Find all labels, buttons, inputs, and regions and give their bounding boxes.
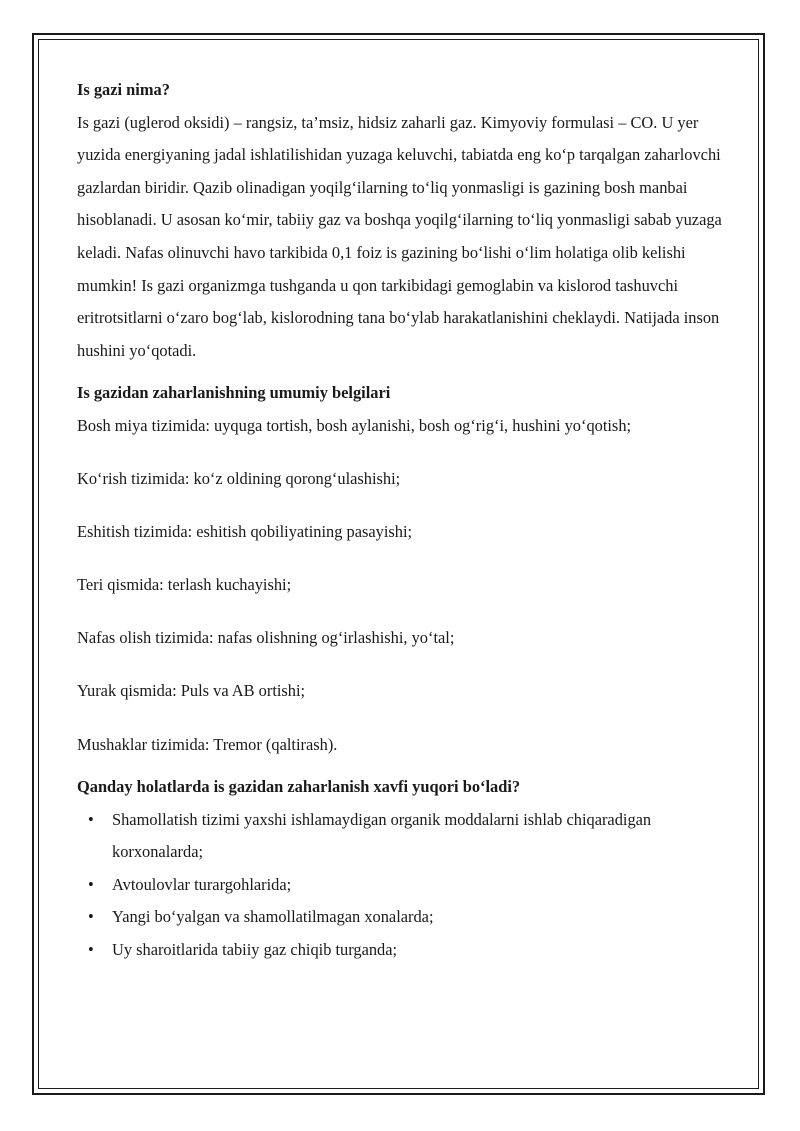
section-heading-symptoms: Is gazidan zaharlanishning umumiy belgilari xyxy=(77,383,391,403)
risk-list-item xyxy=(77,901,727,934)
bullet-icon: • xyxy=(88,809,94,829)
document-body xyxy=(77,74,727,967)
risk-list-item-text: Shamollatish tizimi yaxshi ishlamaydigan organik moddalarni ishlab chiqaradigan korxonalarda; xyxy=(112,809,652,862)
symptom-item: Bosh miya tizimida: uyquga tortish, bosh aylanishi, bosh og‘rig‘i, hushini yo‘qotish; xyxy=(77,415,632,435)
bullet-icon: • xyxy=(88,874,94,894)
section-paragraph-what-is-co: Is gazi (uglerod oksidi) – rangsiz, ta’msiz, hidsiz zaharli gaz. Kimyoviy formulasi – CO. U yer yuzida energiyaning jadal ishlatilishidan yuzaga keluvchi, tabiatda eng ko‘p tarqalgan zaharlovchi gazlardan biridir. Qazib olinadigan yoqilg‘ilarning to‘liq yonmasligi is gazining bosh manbai hisoblanadi. U asosan ko‘mir, tabiiy gaz va boshqa yoqilg‘ilarning to‘liq yonmasligi sabab yuzaga keladi. Nafas olinuvchi havo tarkibida 0,1 foiz is gazining bo‘lishi o‘lim holatiga olib kelishi mumkin! Is gazi organizmga tushganda u qon tarkibidagi gemoglabin va kislorod tashuvchi eritrotsitlarni o‘zaro bog‘lab, kislorodning tana bo‘ylab harakatlanishini cheklaydi. Natijada inson hushini yo‘qotadi. xyxy=(77,112,722,360)
risk-list-item-text: Avtoulovlar turargohlarida; xyxy=(112,874,292,894)
symptom-item: Nafas olish tizimida: nafas olishning og‘irlashishi, yo‘tal; xyxy=(77,628,455,648)
symptom-item: Yurak qismida: Puls va AB ortishi; xyxy=(77,681,306,701)
symptom-item: Teri qismida: terlash kuchayishi; xyxy=(77,575,292,595)
risk-list-item xyxy=(77,869,727,902)
risk-list-item xyxy=(77,934,727,967)
symptom-item: Mushaklar tizimida: Tremor (qaltirash). xyxy=(77,734,338,754)
symptom-item: Ko‘rish tizimida: ko‘z oldining qorong‘ulashishi; xyxy=(77,469,401,489)
section-heading-risk-situations: Qanday holatlarda is gazidan zaharlanish xavfi yuqori bo‘ladi? xyxy=(77,777,521,797)
bullet-icon: • xyxy=(88,940,94,960)
risk-list-item-text: Uy sharoitlarida tabiiy gaz chiqib turganda; xyxy=(112,940,398,960)
symptom-item: Eshitish tizimida: eshitish qobiliyatining pasayishi; xyxy=(77,522,413,542)
risk-list xyxy=(77,804,727,967)
risk-list-item xyxy=(77,804,727,869)
bullet-icon: • xyxy=(88,907,94,927)
risk-list-item-text: Yangi bo‘yalgan va shamollatilmagan xonalarda; xyxy=(112,907,434,927)
section-heading-what-is-co: Is gazi nima? xyxy=(77,80,170,99)
